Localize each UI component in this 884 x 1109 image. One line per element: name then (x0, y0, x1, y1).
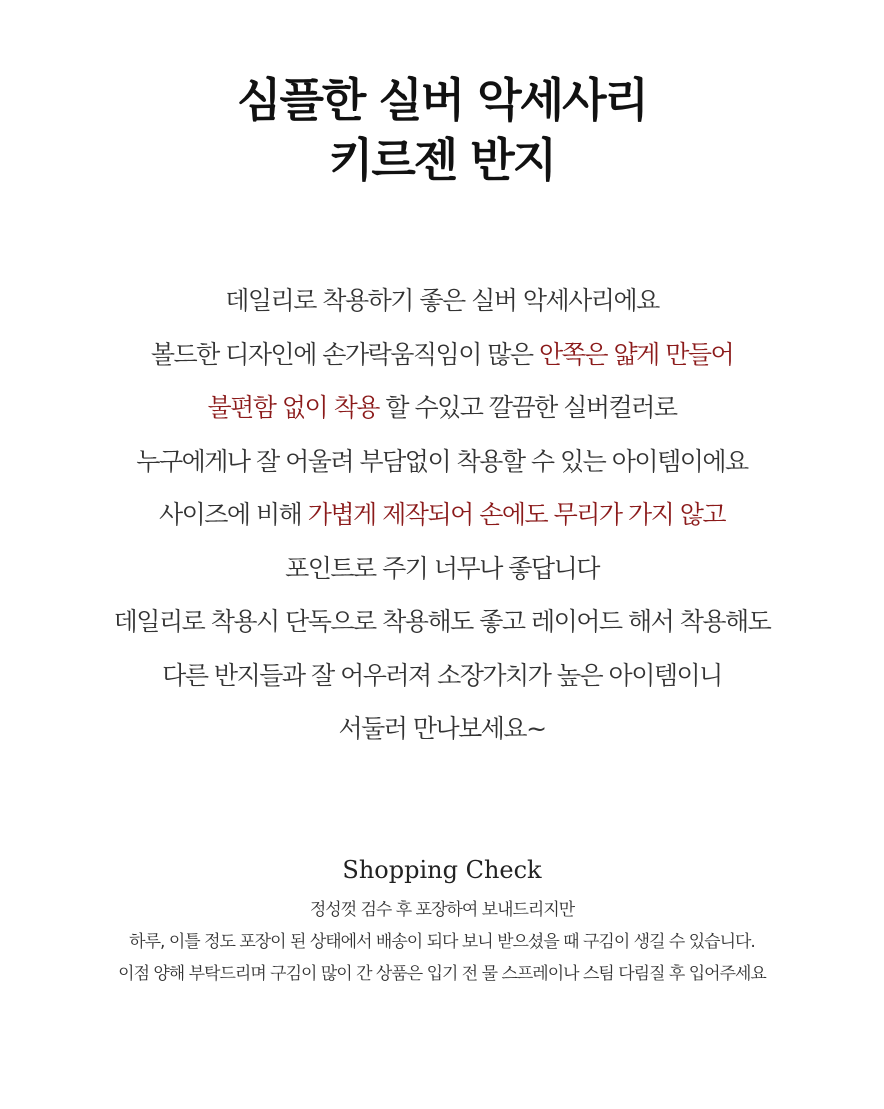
shopping-check-line-1: 정성껏 검수 후 포장하여 보내드리지만 (309, 900, 575, 920)
description-line-4: 누구에게나 잘 어울려 부담없이 착용할 수 있는 아이템이에요 (136, 446, 748, 476)
shopping-check-heading: Shopping Check (342, 856, 542, 884)
shopping-check-line-3: 이점 양해 부탁드리며 구김이 많이 간 상품은 입기 전 물 스프레이나 스팀 다림질 후 입어주세요 (118, 964, 766, 984)
description-line-6: 포인트로 주기 너무나 좋답니다 (285, 553, 599, 583)
description-text: 볼드한 디자인에 손가락움직임이 많은 (150, 339, 540, 369)
shopping-check-section (0, 850, 884, 990)
title-line-2: 키르젠 반지 (328, 133, 556, 187)
description-line-8: 다른 반지들과 잘 어우러져 소장가치가 높은 아이템이니 (162, 660, 722, 690)
product-description (0, 274, 884, 756)
description-line-7: 데일리로 착용시 단독으로 착용해도 좋고 레이어드 해서 착용해도 (113, 607, 771, 636)
product-title (0, 70, 884, 190)
description-line-1: 데일리로 착용하기 좋은 실버 악세사리에요 (225, 286, 659, 315)
description-text: 사이즈에 비해 (158, 500, 308, 529)
description-line-9: 서둘러 만나보세요~ (338, 714, 546, 743)
title-line-1: 심플한 실버 악세사리 (237, 73, 647, 127)
description-line-5 (0, 488, 884, 542)
description-highlight: 안쪽은 얇게 만들어 (539, 339, 734, 369)
shopping-check-line-2: 하루, 이틀 정도 포장이 된 상태에서 배송이 되다 보니 받으셨을 때 구김이 생길 수 있습니다. (129, 932, 755, 952)
description-line-3 (0, 381, 884, 435)
description-highlight: 불편함 없이 착용 (207, 393, 379, 422)
description-highlight: 가볍게 제작되어 손에도 무리가 가지 않고 (307, 500, 726, 529)
description-line-2 (0, 328, 884, 382)
description-text: 할 수있고 깔끔한 실버컬러로 (378, 393, 677, 422)
